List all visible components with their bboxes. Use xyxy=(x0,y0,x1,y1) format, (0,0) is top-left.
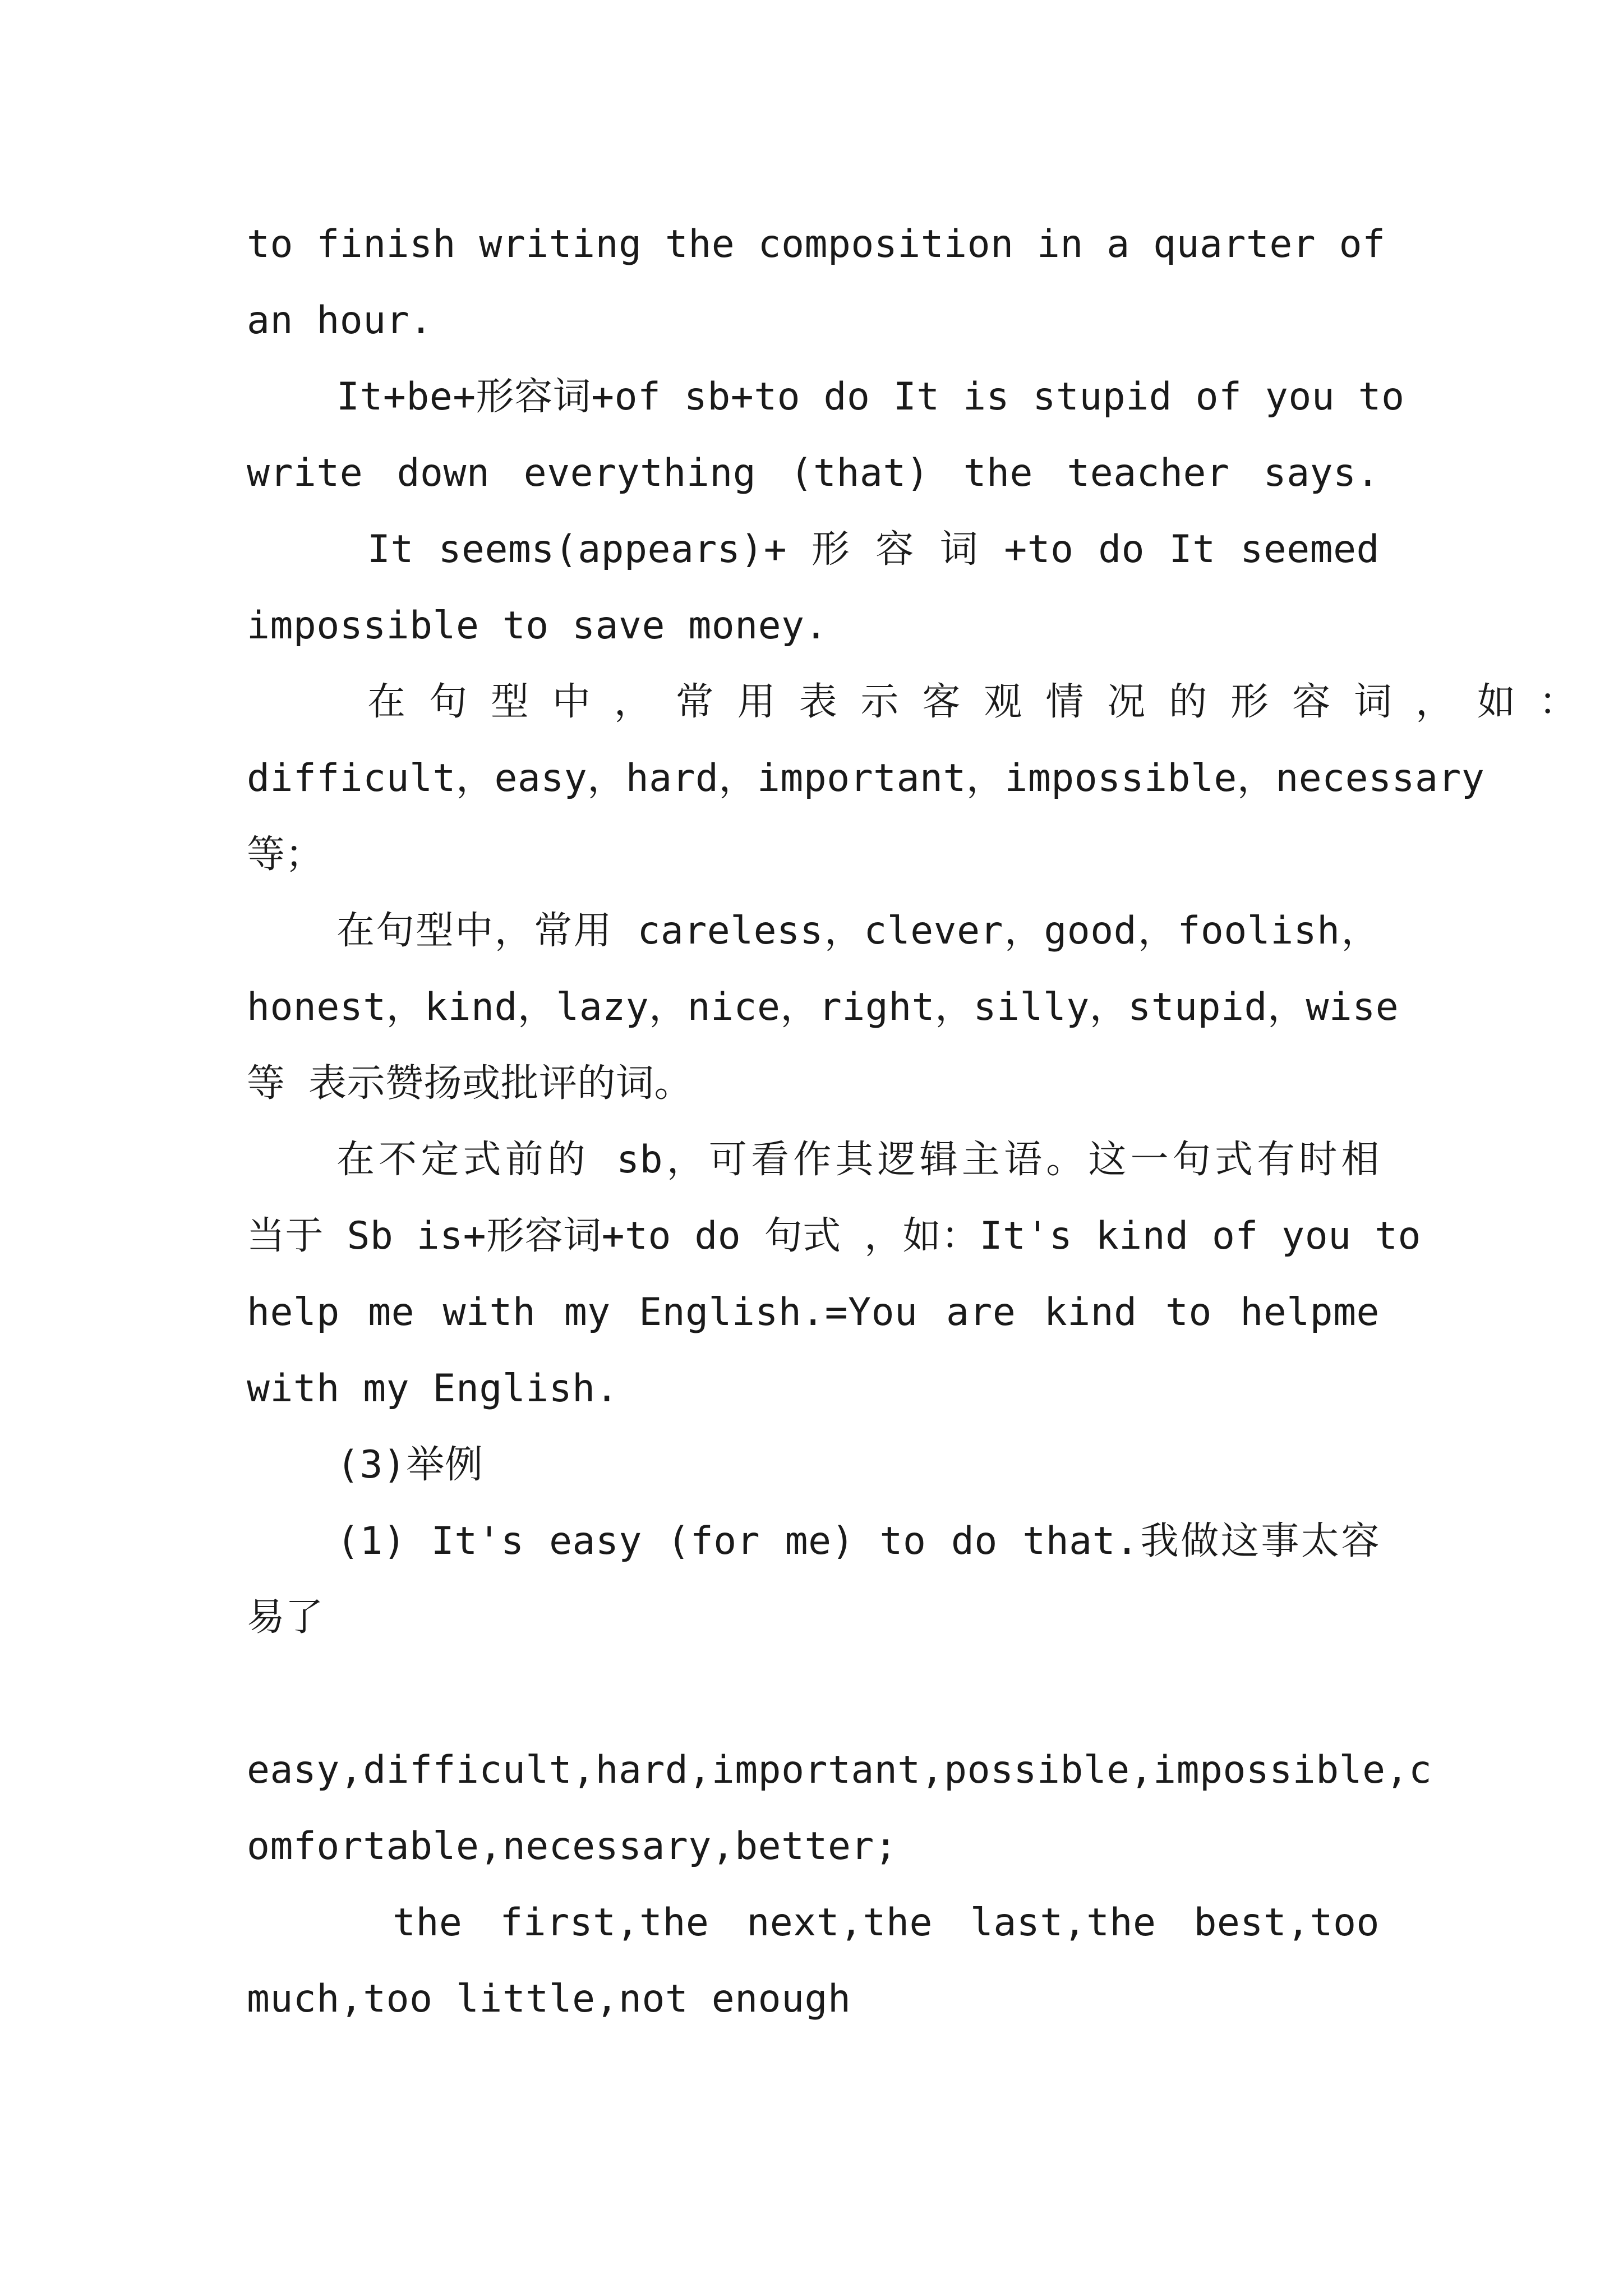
text-line: It+be+形容词+of sb+to do It is stupid of you to xyxy=(336,375,1405,419)
text-line: omfortable,necessary,better; xyxy=(247,1824,898,1869)
text-line: to finish writing the composition in a quarter of xyxy=(247,222,1386,266)
text-line: the first,the next,the last,the best,too xyxy=(393,1901,1380,1945)
text-line: honest，kind，lazy，nice，right，silly，stupid，wise xyxy=(247,985,1399,1029)
text-line: 易了 xyxy=(247,1595,324,1640)
text-line: 在 句 型 中 ， 常 用 表 示 客 观 情 况 的 形 容 词 ， 如 ： xyxy=(367,680,1578,724)
text-line: 等 表示赞扬或批评的词。 xyxy=(247,1061,693,1106)
text-line: (1) It's easy (for me) to do that.我做这事太容 xyxy=(336,1519,1380,1563)
text-line: easy,difficult,hard,important,possible,impossible,c xyxy=(247,1748,1432,1792)
text-line: 在不定式前的 sb，可看作其逻辑主语。这一句式有时相 xyxy=(336,1138,1380,1182)
text-line: 等； xyxy=(247,832,324,877)
text-line: impossible to save money. xyxy=(247,604,828,648)
text-line: 在句型中，常用 careless，clever，good，foolish， xyxy=(336,909,1380,953)
text-line: (3)举例 xyxy=(336,1443,483,1487)
text-line: difficult，easy，hard，important，impossible，necessary xyxy=(247,756,1485,800)
text-line: write down everything (that) the teacher says. xyxy=(247,451,1380,495)
text-line: much,too little,not enough xyxy=(247,1977,851,2021)
text-line: help me with my English.=You are kind to helpme xyxy=(247,1290,1380,1335)
text-line: with my English. xyxy=(247,1366,619,1411)
text-line: It seems(appears)+ 形 容 词 +to do It seemed xyxy=(367,527,1380,572)
text-line: 当于 Sb is+形容词+to do 句式 ，如：It's kind of you to xyxy=(247,1214,1421,1258)
text-line: an hour. xyxy=(247,298,433,343)
